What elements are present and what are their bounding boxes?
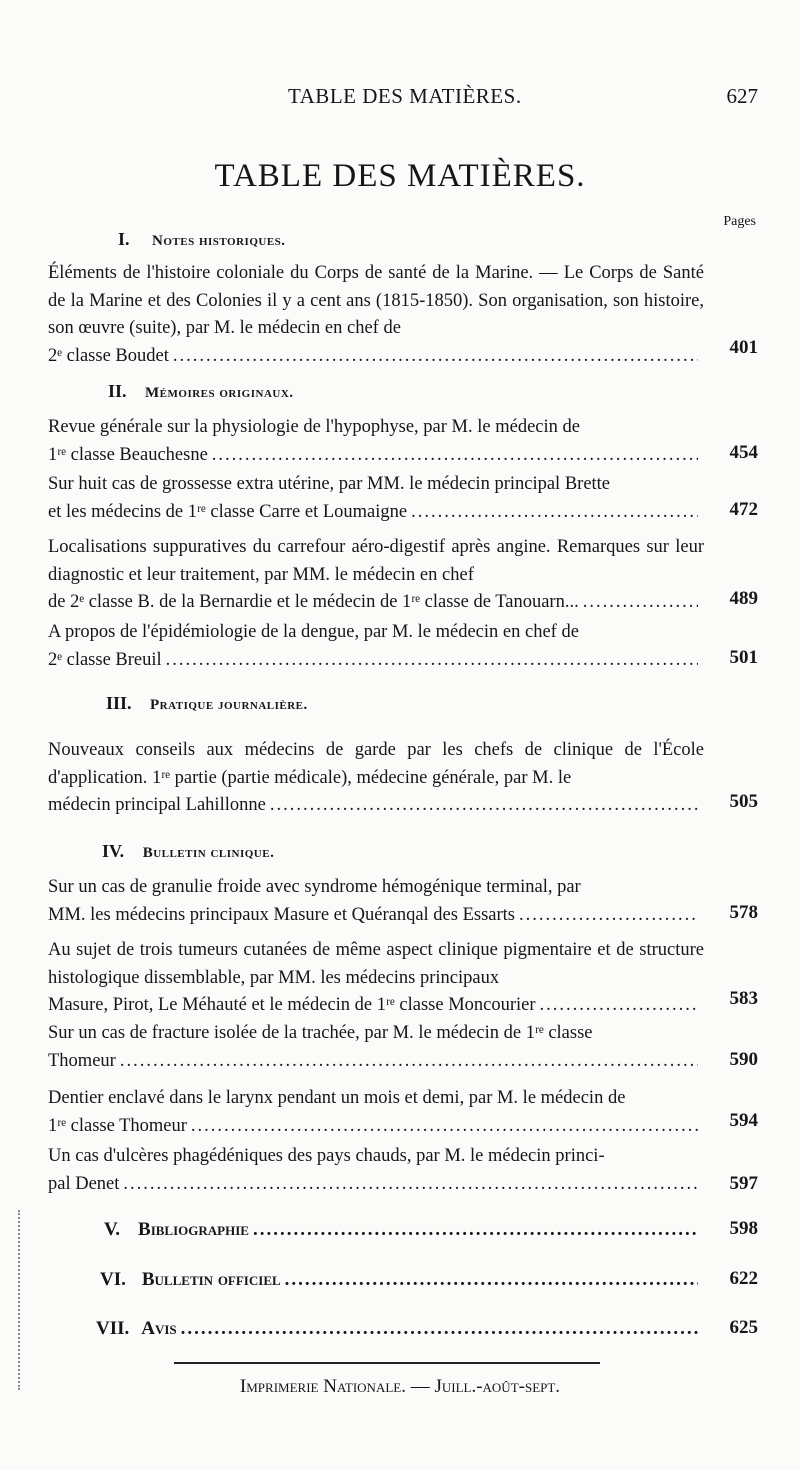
leader-dots (123, 1171, 698, 1199)
entry-author: de 2ᵉ classe B. de la Bernardie et le médecin de 1ʳᵉ classe de Tanouarn... (48, 592, 579, 612)
printer-footer: Imprimerie Nationale. — Juill.-août-sept. (239, 1376, 561, 1397)
leader-dots (285, 1266, 698, 1294)
entry-page: 472 (729, 499, 758, 520)
section-title: Pratique journalière. (150, 697, 308, 713)
entry-page: 401 (729, 337, 758, 358)
entry-author: Thomeur (48, 1050, 116, 1071)
entry-text: Un cas d'ulcères phagédéniques des pays chauds, par M. le médecin princi- (48, 1146, 605, 1166)
entry-author: pal Denet (48, 1173, 120, 1194)
section-title: Bibliographie (138, 1219, 249, 1240)
toc-entry[interactable] (104, 1216, 704, 1244)
entry-page: 622 (729, 1268, 758, 1289)
entry-text: Sur un cas de fracture isolée de la trachée, par M. le médecin de 1ʳᵉ classe (48, 1023, 593, 1043)
entry-text: Dentier enclavé dans le larynx pendant un mois et demi, par M. le médecin de (48, 1088, 626, 1108)
toc-entry[interactable] (48, 737, 704, 820)
entry-author: Masure, Pirot, Le Méhauté et le médecin de 1ʳᵉ classe Moncourier (48, 995, 536, 1015)
entry-author: 2ᵉ classe Boudet (48, 345, 169, 366)
toc-entry[interactable] (48, 1085, 704, 1140)
entry-page: 597 (729, 1173, 758, 1194)
toc-entry[interactable] (100, 1266, 704, 1294)
entry-author: médecin principal Lahillonne (48, 795, 266, 815)
section-numeral: III. (106, 693, 132, 713)
entry-author: et les médecins de 1ʳᵉ classe Carre et Loumaigne (48, 501, 408, 522)
section-title: Mémoires originaux. (145, 385, 294, 401)
toc-entry[interactable] (48, 260, 704, 370)
entry-page: 590 (729, 1049, 758, 1070)
footer-rule (174, 1362, 600, 1364)
entry-author: 1ʳᵉ classe Beauchesne (48, 444, 208, 465)
section-numeral: II. (108, 381, 127, 401)
page-title: TABLE DES MATIÈRES. (214, 158, 586, 194)
entry-page: 501 (729, 647, 758, 668)
toc-entry[interactable] (48, 874, 704, 929)
section-heading (118, 229, 286, 250)
page-number: 627 (726, 84, 758, 108)
running-title: TABLE DES MATIÈRES. (288, 84, 522, 108)
entry-text: Éléments de l'histoire coloniale du Corps de santé de la Marine. — Le Corps de Santé de la Marine et des Colonies il y a cent ans (1815-1850). Son organisation, son histoire, son œuvre (suite), par M. le médecin en chef de (48, 263, 704, 338)
entry-text: Sur un cas de granulie froide avec syndrome hémogénique terminal, par (48, 877, 581, 897)
pages-column-label: Pages (723, 214, 756, 229)
entry-page: 505 (729, 791, 758, 812)
section-numeral: V. (104, 1219, 121, 1240)
toc-entry[interactable] (48, 534, 704, 617)
leader-dots (270, 792, 698, 820)
leader-dots (253, 1216, 698, 1244)
entry-page: 598 (729, 1218, 758, 1239)
toc-entry[interactable] (48, 937, 704, 1020)
section-title: Avis (141, 1318, 177, 1339)
leader-dots (166, 647, 698, 675)
leader-dots (519, 902, 698, 930)
leader-dots (583, 589, 698, 617)
leader-dots (173, 343, 698, 371)
toc-entry[interactable] (48, 619, 704, 674)
section-numeral: VII. (96, 1318, 130, 1339)
section-heading (108, 381, 294, 402)
toc-entry[interactable] (48, 1020, 704, 1075)
section-heading (102, 841, 274, 862)
entry-text: Localisations suppuratives du carrefour aéro-digestif après angine. Remarques sur leur diagnostic et leur traitement, par MM. le médecin en chef (48, 537, 704, 585)
entry-author: 1ʳᵉ classe Thomeur (48, 1115, 187, 1136)
section-heading (106, 693, 308, 714)
leader-dots (212, 442, 698, 470)
page-edge-mark (18, 1210, 34, 1390)
entry-page: 583 (729, 988, 758, 1009)
toc-entry[interactable] (48, 414, 704, 469)
entry-text: Sur huit cas de grossesse extra utérine, par MM. le médecin principal Brette (48, 474, 611, 494)
entry-page: 454 (729, 442, 758, 463)
leader-dots (191, 1113, 698, 1141)
entry-author: MM. les médecins principaux Masure et Quéranqal des Essarts (48, 904, 515, 925)
toc-entry[interactable] (48, 471, 704, 526)
leader-dots (181, 1315, 698, 1343)
toc-entry[interactable] (96, 1315, 704, 1343)
entry-page: 625 (729, 1317, 758, 1338)
entry-page: 594 (729, 1110, 758, 1131)
entry-page: 489 (729, 588, 758, 609)
section-numeral: I. (118, 229, 130, 249)
entry-text: A propos de l'épidémiologie de la dengue, par M. le médecin en chef de (48, 622, 579, 642)
leader-dots (411, 499, 698, 527)
section-title: Notes historiques. (152, 233, 286, 249)
entry-page: 578 (729, 902, 758, 923)
section-numeral: IV. (102, 841, 125, 861)
entry-author: 2ᵉ classe Breuil (48, 649, 162, 670)
leader-dots (540, 992, 698, 1020)
section-title: Bulletin officiel (141, 1269, 281, 1290)
section-numeral: VI. (100, 1269, 126, 1290)
entry-text: Au sujet de trois tumeurs cutanées de même aspect clinique pigmentaire et de structure histologique dissemblable, par MM. les médecins principaux (48, 940, 704, 988)
entry-text: Revue générale sur la physiologie de l'hypophyse, par M. le médecin de (48, 417, 580, 437)
section-title: Bulletin clinique. (142, 845, 275, 861)
leader-dots (120, 1048, 698, 1076)
entry-text: Nouveaux conseils aux médecins de garde par les chefs de clinique de l'École d'application. 1ʳᵉ partie (partie médicale), médecine générale, par M. le (48, 740, 704, 788)
toc-entry[interactable] (48, 1143, 704, 1198)
